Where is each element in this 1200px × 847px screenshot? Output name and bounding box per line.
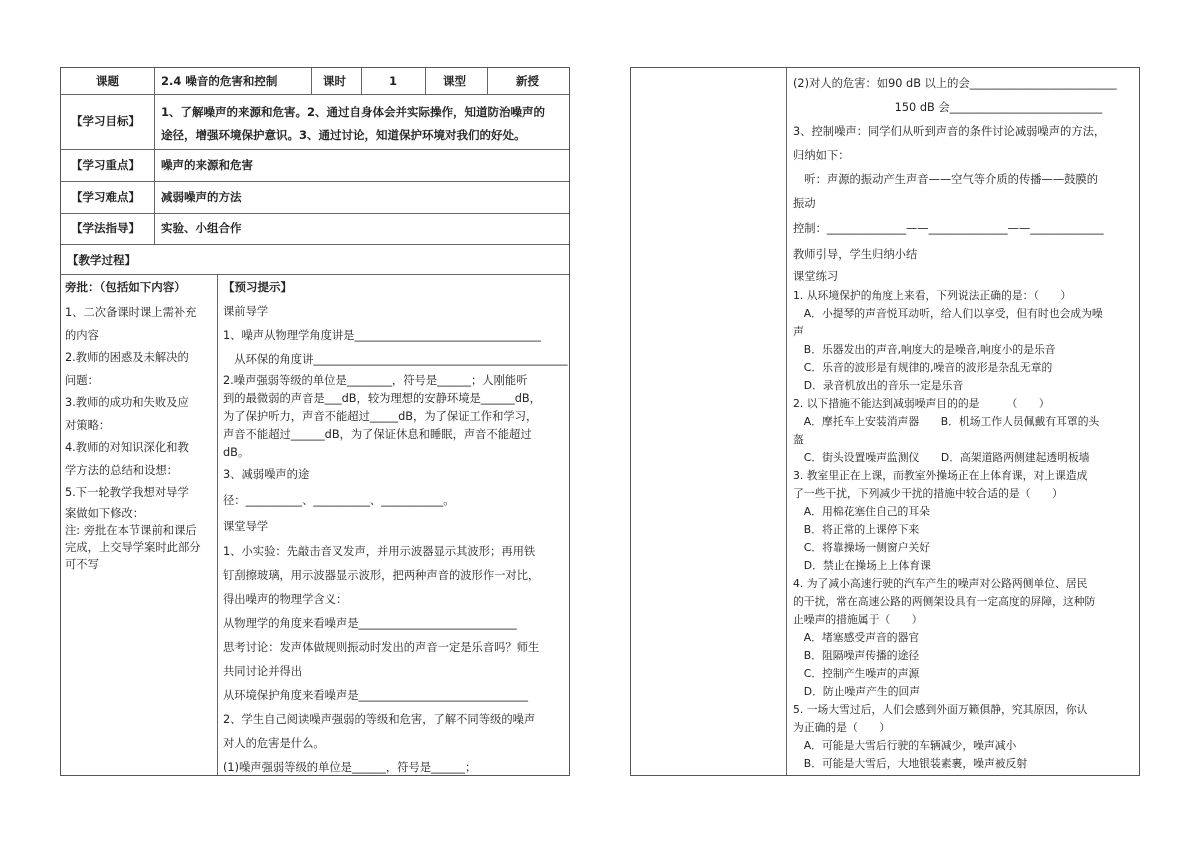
- side-note-line: 可不写: [65, 557, 99, 571]
- content-line: 控制：______________——______________——_____________: [793, 222, 1104, 235]
- preview-line: 课堂导学: [223, 520, 269, 533]
- preview-line: 径：__________、__________、___________。: [223, 494, 455, 507]
- preview-line: 得出噪声的物理学含义：: [223, 593, 348, 606]
- side-note-line: 案做如下修改：: [65, 506, 145, 520]
- process-title: 【教学过程】: [67, 253, 136, 267]
- side-note-line: 2.教师的困惑及未解决的: [65, 351, 189, 364]
- side-note-line: 问题：: [65, 373, 99, 387]
- question-line: 的干扰，常在高速公路的两侧架设具有一定高度的屏障，这种防: [793, 595, 1096, 608]
- row-divider: [61, 149, 569, 150]
- practice-questions: [793, 287, 1137, 773]
- preview-line: 3、减弱噪声的途: [223, 468, 310, 481]
- preview-line: 课前导学: [223, 305, 269, 318]
- col-divider: [786, 68, 787, 775]
- preview-line: dB。: [223, 446, 250, 459]
- question-line: A．摩托车上安装消声器 B．机场工作人员佩戴有耳罩的头: [793, 415, 1100, 428]
- col-divider: [361, 68, 362, 94]
- col-divider: [311, 68, 312, 94]
- col-divider: [154, 68, 155, 244]
- question-line: D．禁止在操场上上体育课: [793, 559, 931, 572]
- right-lesson-table: [630, 67, 1140, 776]
- side-note-line: 1、二次备课时课上需补充: [65, 306, 197, 319]
- preview-line: 2、学生自己阅读噪声强弱的等级和危害，了解不同等级的噪声: [223, 713, 536, 726]
- question-line: C．控制产生噪声的声源: [793, 667, 920, 680]
- question-line: D．录音机放出的音乐一定是乐音: [793, 379, 964, 392]
- preview-title: 【预习提示】: [223, 280, 292, 294]
- question-line: C．将靠操场一侧窗户关好: [793, 541, 931, 554]
- method-label: 【学法指导】: [71, 221, 140, 235]
- side-notes-title: 旁批：（包括如下内容）: [65, 280, 186, 294]
- preview-line: 共同讨论并得出: [223, 665, 303, 678]
- topic-value: 2.4 噪音的危害和控制: [161, 74, 278, 88]
- type-label: 课型: [443, 74, 466, 88]
- preview-line: 从物理学的角度来看噪声是____________________________: [223, 617, 517, 630]
- question-line: 5. 一场大雪过后，人们会感到外面万籁俱静，究其原因，你认: [793, 703, 1088, 716]
- question-line: 止噪声的措施属于（ ）: [793, 613, 923, 626]
- question-line: B．将正常的上课停下来: [793, 523, 920, 536]
- preview-line: 思考讨论：发声体做规则振动时发出的声音一定是乐音吗？师生: [223, 641, 540, 654]
- question-line: 2. 以下措施不能达到减弱噪声目的的是 （ ）: [793, 397, 1050, 410]
- preview-line: 声音不能超过______dB，为了保证休息和睡眠，声音不能超过: [223, 428, 532, 441]
- side-note-line: 完成，上交导学案时此部分: [65, 540, 201, 554]
- noise-harm-content: [793, 72, 1137, 268]
- content-line: 听：声源的振动产生声音——空气等介质的传播——鼓膜的: [793, 173, 1099, 186]
- key-point-value: 噪声的来源和危害: [161, 158, 253, 172]
- goal-line-1: 1、了解噪声的来源和危害。2、通过自身体会并实际操作，知道防治噪声的: [161, 105, 545, 119]
- practice-title: 课堂练习: [793, 270, 839, 283]
- preview-line: 钉刮擦玻璃，用示波器显示波形，把两种声音的波形作一对比，: [223, 569, 540, 582]
- content-line: 归纳如下：: [793, 149, 850, 162]
- key-point-label: 【学习重点】: [71, 158, 140, 172]
- method-value: 实验、小组合作: [161, 221, 242, 235]
- preview-line: 1、小实验：先敲击音叉发声，并用示波器显示其波形；再用铁: [223, 545, 536, 558]
- question-line: 1. 从环境保护的角度上来看，下列说法正确的是：（ ）: [793, 289, 1072, 302]
- type-value: 新授: [516, 74, 539, 88]
- preview-line: 对人的危害是什么。: [223, 737, 325, 750]
- question-line: B．乐器发出的声音,响度大的是噪音,响度小的是乐音: [793, 343, 1056, 356]
- side-note-line: 注: 旁批在本节课前和课后: [65, 523, 197, 537]
- question-line: D．防止噪声产生的回声: [793, 685, 921, 698]
- difficulty-value: 减弱噪声的方法: [161, 190, 242, 204]
- question-line: 4. 为了减小高速行驶的汽车产生的噪声对公路两侧单位、居民: [793, 577, 1088, 590]
- content-line: 3、控制噪声：同学们从听到声音的条件讨论减弱噪声的方法，: [793, 125, 1106, 138]
- goal-label: 【学习目标】: [71, 114, 140, 128]
- preview-line: 到的最微弱的声音是___dB，较为理想的安静环境是______dB，: [223, 392, 541, 405]
- question-line: 3. 教室里正在上课，而教室外操场正在上体育课，对上课造成: [793, 469, 1088, 482]
- question-line: C．乐音的波形是有规律的,噪音的波形是杂乱无章的: [793, 361, 1053, 374]
- question-line: A．用棉花塞住自己的耳朵: [793, 505, 930, 518]
- question-line: A．可能是大雪后行驶的车辆减少，噪声减小: [793, 739, 1017, 752]
- question-line: B．可能是大雪后，大地银装素裹，噪声被反射: [793, 757, 1028, 770]
- preview-line: (1)噪声强弱等级的单位是______，符号是______；: [223, 761, 477, 774]
- preview-line: 为了保护听力，声音不能超过_____dB，为了保证工作和学习，: [223, 410, 538, 423]
- preview-line: 2.噪声强弱等级的单位是________，符号是______；人刚能听: [223, 374, 528, 387]
- question-line: C．街头设置噪声监测仪 D．高架道路两侧建起透明板墙: [793, 451, 1090, 464]
- col-divider: [487, 68, 488, 94]
- side-note-line: 对策略：: [65, 418, 111, 432]
- hours-label: 课时: [323, 74, 346, 88]
- side-note-line: 3.教师的成功和失败及应: [65, 396, 189, 409]
- goal-line-2: 途径，增强环境保护意识。3、通过讨论，知道保护环境对我们的好处。: [161, 128, 526, 142]
- row-divider: [61, 94, 569, 95]
- difficulty-label: 【学习难点】: [71, 190, 140, 204]
- question-line: 为正确的是（ ）: [793, 721, 891, 734]
- question-line: B．阻隔噪声传播的途径: [793, 649, 920, 662]
- topic-label: 课题: [96, 74, 119, 88]
- side-note-line: 5.下一轮教学我想对导学: [65, 486, 189, 499]
- question-line: 盔: [793, 433, 804, 446]
- preview-line: 1、噪声从物理学角度讲是_________________________________: [223, 329, 541, 342]
- row-divider: [61, 274, 569, 275]
- row-divider: [61, 244, 569, 245]
- col-divider: [425, 68, 426, 94]
- content-line: (2)对人的危害：如90 dB 以上的会__________________________: [793, 77, 1117, 90]
- preview-line: 从环境保护角度来看噪声是______________________________: [223, 689, 529, 702]
- row-divider: [61, 213, 569, 214]
- side-notes: [65, 302, 215, 573]
- row-divider: [61, 181, 569, 182]
- side-note-line: 的内容: [65, 328, 99, 342]
- side-note-line: 4.教师的对知识深化和教: [65, 441, 189, 454]
- content-line: 振动: [793, 197, 816, 210]
- content-line: 150 dB 会___________________________: [793, 101, 1103, 114]
- preview-line: 从环保的角度讲_____________________________________________: [223, 353, 568, 366]
- question-line: 了一些干扰，下列减少干扰的措施中较合适的是（ ）: [793, 487, 1063, 500]
- content-line: 教师引导，学生归纳小结: [793, 248, 918, 261]
- question-line: A．小提琴的声音悦耳动听，给人们以享受，但有时也会成为噪: [793, 307, 1103, 320]
- side-note-line: 学方法的总结和设想：: [65, 463, 178, 477]
- left-lesson-table: [60, 67, 570, 776]
- question-line: 声: [793, 325, 804, 338]
- question-line: A．堵塞感受声音的器官: [793, 631, 920, 644]
- preview-content: [223, 300, 567, 780]
- hours-value: 1: [389, 74, 398, 88]
- col-divider: [217, 274, 218, 775]
